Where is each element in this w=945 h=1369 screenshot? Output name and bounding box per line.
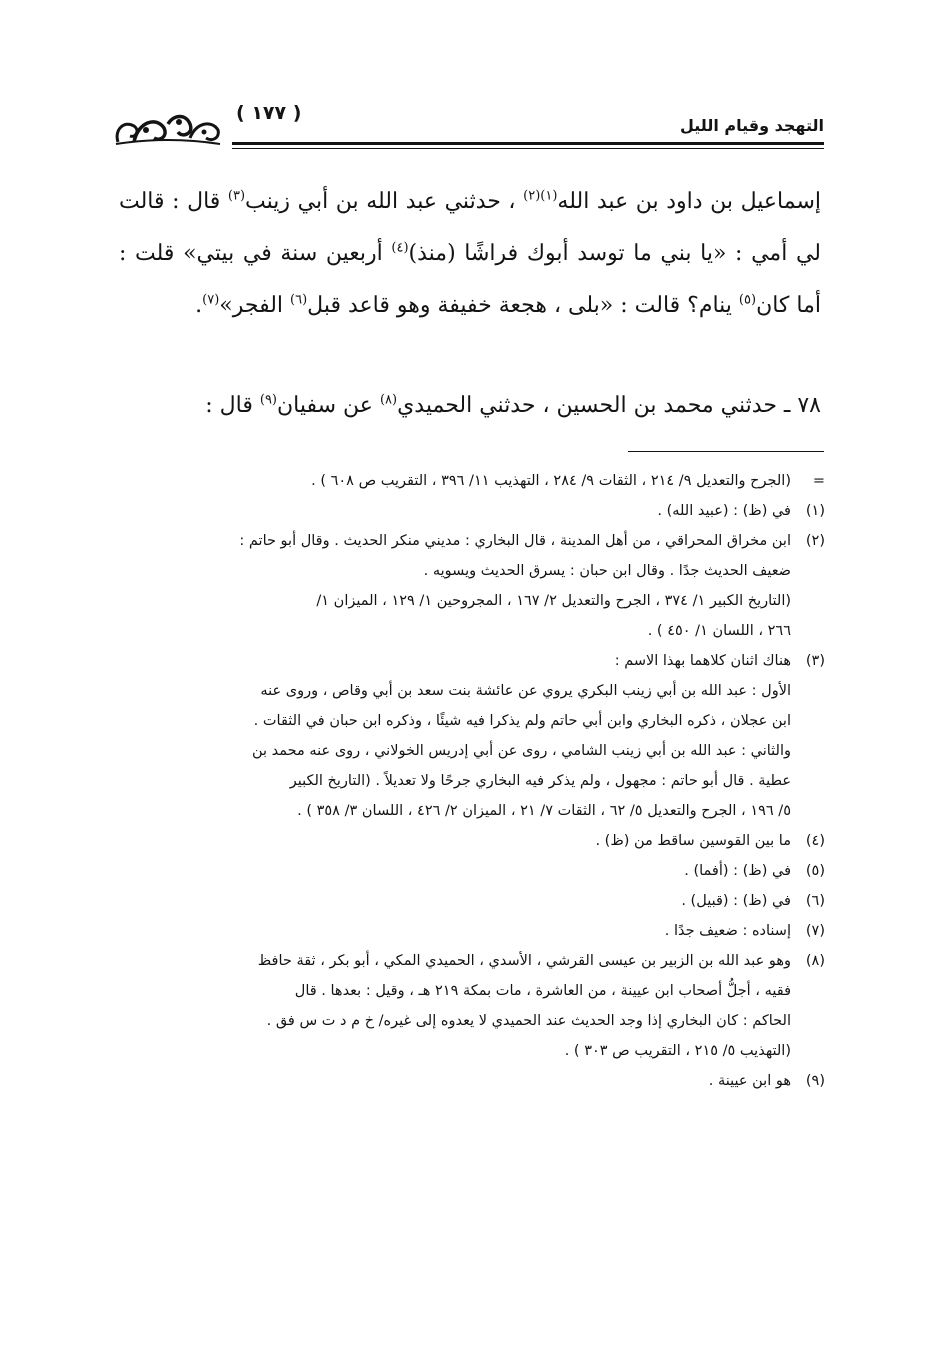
footnote-line: (الجرح والتعديل ٩/ ٢١٤ ، الثقات ٩/ ٢٨٤ ، التهذيب ١١/ ٣٩٦ ، التقريب ص ٦٠٨ ) . [311,473,791,489]
footnotes [119,466,825,1096]
text-run: قال : قالت لي أمي : «يا بني ما توسد أبوك فراشًا (منذ) [119,189,821,266]
footnote-line: في (ظ) : (عبيد الله) . [657,503,791,519]
footnote-ref: (٧) [202,292,220,308]
footnote-mark: (٥) [805,863,825,879]
footnote-ref: (٥) [738,292,757,308]
footnote-mark: (٨) [805,953,825,969]
footnote-ref: (٤) [391,240,409,256]
footnote-ref: (٩) [259,392,277,408]
footnote-line: هو ابن عيينة . [708,1073,791,1089]
footnote-line: الأول : عبد الله بن أبي زينب البكري يروي عن عائشة بنت سعد بن أبي وقاص ، وروى عنه [260,683,791,699]
footnote-line: ضعيف الحديث جدًا . وقال ابن حبان : يسرق الحديث ويسويه . [423,563,791,579]
text-run: قال : [205,393,253,418]
header-rule-thick [232,142,824,145]
footnote-1 [119,496,825,526]
footnote-line: ما بين القوسين ساقط من (ظ) . [595,833,791,849]
footnote-line: إسناده : ضعيف جدًا . [664,923,791,939]
footnote-line: الحاكم : كان البخاري إذا وجد الحديث عند الحميدي لا يعدوه إلى غيره/ خ م د ت س فق . [266,1013,791,1029]
footnote-mark: (٤) [805,833,825,849]
footnote-line: ٥/ ١٩٦ ، الجرح والتعديل ٥/ ٦٢ ، الثقات ٧/ ٢١ ، الميزان ٢/ ٤٢٦ ، اللسان ٣/ ٣٥٨ ) . [297,803,791,819]
footnote-line: عطية . قال أبو حاتم : مجهول ، ولم يذكر فيه البخاري جرحًا ولا تعديلاً . (التاريخ الكبير [289,773,791,789]
text-run: ، حدثني عبد الله بن أبي زينب [245,189,516,214]
running-title: التهجد وقيام الليل [679,116,824,135]
text-run: إسماعيل بن داود بن عبد الله [557,189,821,214]
footnote-ref: (١) [540,188,558,204]
paragraph [119,176,821,332]
footnote-2 [119,526,825,646]
footnote-3 [119,646,825,826]
footnote-mark: (٩) [805,1073,825,1089]
page-number: ( ١٧٧ ) [236,102,302,124]
footnote-line: هناك اثنان كلاهما بهذا الاسم : [614,653,791,669]
footnote-4 [119,826,825,856]
footnote-ref: (٢) [523,188,541,204]
footnote-mark: (١) [805,503,825,519]
decorative-flourish-icon [112,108,224,150]
footnote-line: (التاريخ الكبير ١/ ٣٧٤ ، الجرح والتعديل ٢/ ١٦٧ ، المجروحين ١/ ١٢٩ ، الميزان ١/ [316,593,791,609]
footnote-mark: = [812,473,825,489]
footnote-continuation [119,466,825,496]
header-rule-thin [232,148,824,149]
footnote-ref: (٨) [379,392,398,408]
footnote-line: ٢٦٦ ، اللسان ١/ ٤٥٠ ) . [647,623,791,639]
footnote-line: فقيه ، أجلُّ أصحاب ابن عيينة ، من العاشرة ، مات بمكة ٢١٩ هـ ، وقيل : بعدها . قال [294,983,791,999]
footnote-line: في (ظ) : (قبيل) . [681,893,791,909]
footnote-5 [119,856,825,886]
footnote-mark: (٢) [805,533,825,549]
footnote-7 [119,916,825,946]
footnote-ref: (٣) [227,188,246,204]
footnote-line: والثاني : عبد الله بن أبي زينب الشامي ، روى عن أبي إدريس الخولاني ، روى عنه محمد بن [252,743,791,759]
text-run: ٧٨ ـ حدثني محمد بن الحسين ، حدثني الحميدي [397,393,821,418]
text-run: عن سفيان [277,393,373,418]
footnote-line: ابن مخراق المحراقي ، من أهل المدينة ، قال البخاري : مديني منكر الحديث . وقال أبو حاتم : [239,533,791,549]
footnote-line: في (ظ) : (أفما) . [684,863,791,879]
footnote-mark: (٣) [805,653,825,669]
footnote-9 [119,1066,825,1096]
text-run: أربعين سنة في بيتي» قلت : أما كان [119,241,821,318]
hadith-78 [119,380,821,432]
footnote-mark: (٦) [805,893,825,909]
page-header [112,100,824,160]
text-run: ينام؟ قالت : «بلى ، هجعة خفيفة وهو قاعد قبل [307,293,732,318]
footnote-8 [119,946,825,1066]
footnote-line: ابن عجلان ، ذكره البخاري وابن أبي حاتم ولم يذكرا فيه شيئًا ، وذكره ابن حبان في الثقات . [253,713,791,729]
text-run: الفجر» [219,293,284,318]
footnote-line: وهو عبد الله بن الزبير بن عيسى القرشي ، الأسدي ، الحميدي المكي ، أبو بكر ، ثقة حافظ [257,953,791,969]
footnote-line: (التهذيب ٥/ ٢١٥ ، التقريب ص ٣٠٣ ) . [564,1043,791,1059]
footnote-mark: (٧) [805,923,825,939]
footnote-separator [628,451,824,452]
text-run: . [195,293,203,318]
main-text [119,176,821,332]
footnote-6 [119,886,825,916]
footnote-ref: (٦) [290,292,308,308]
